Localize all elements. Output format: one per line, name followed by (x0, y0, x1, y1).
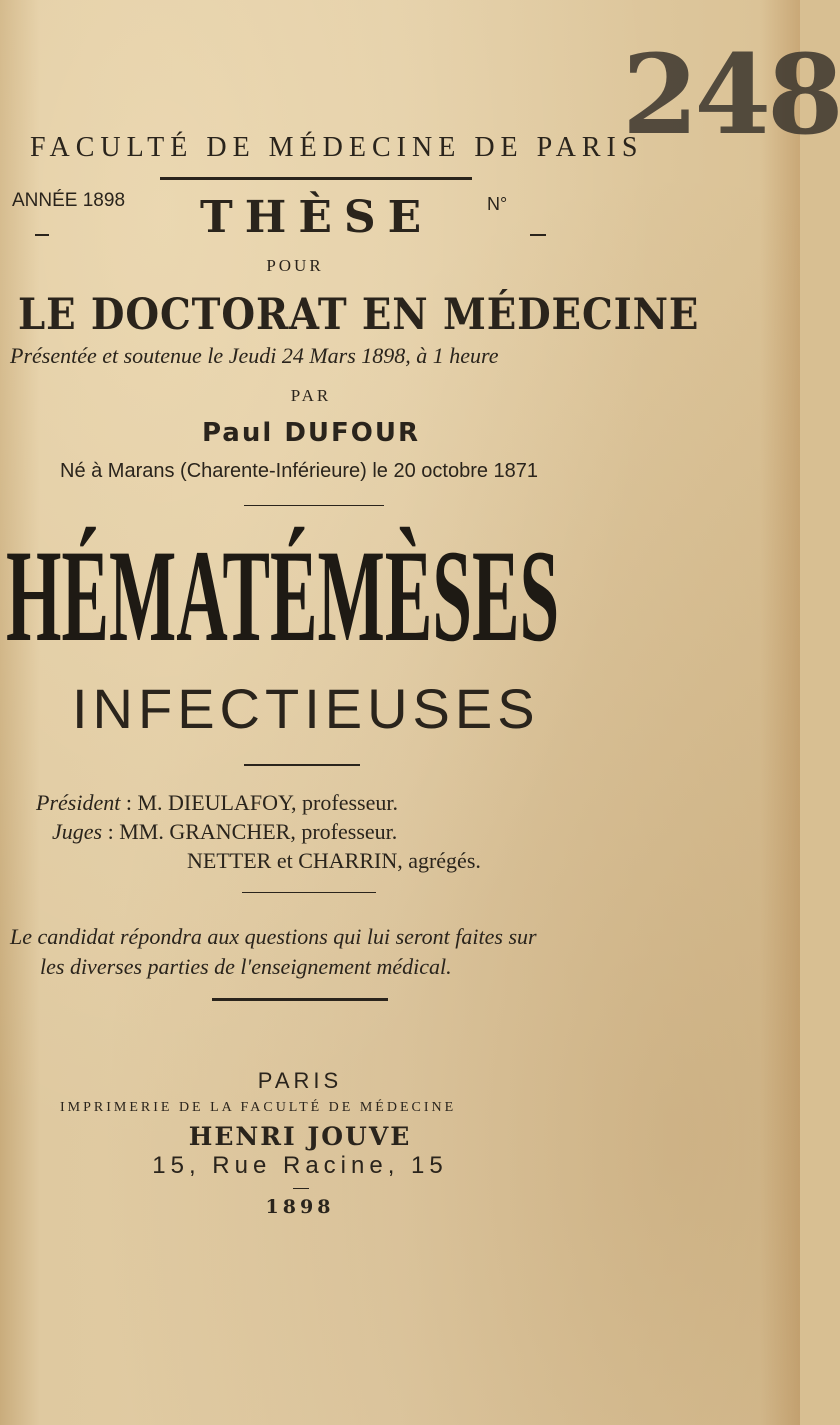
publication-year: 1898 (265, 1196, 335, 1218)
publisher-name: HENRI JOUVE (188, 1122, 412, 1151)
jury (36, 788, 481, 875)
juges-label: Juges (52, 819, 103, 844)
president-value: : M. DIEULAFOY, professeur. (125, 790, 398, 815)
divider (244, 764, 360, 766)
divider (212, 998, 388, 1001)
thesis-title-line1: HÉMATÉMÈSES (6, 522, 560, 669)
annee: ANNÉE 1898 (12, 190, 126, 211)
divider (160, 177, 472, 180)
publisher-address: 15, Rue Racine, 15 (152, 1152, 448, 1179)
president-label: Président (36, 790, 121, 815)
jury-juges (36, 817, 481, 846)
juges-value: : MM. GRANCHER, professeur. (107, 819, 398, 844)
par: PAR (290, 386, 332, 405)
author-name: Paul DUFOUR (201, 418, 421, 448)
notice-line1: Le candidat répondra aux questions qui lui seront faites sur (10, 924, 537, 949)
notice-line2: les diverses parties de l'enseignement médical. (40, 954, 452, 979)
thesis-title-line2: INFECTIEUSES (72, 677, 540, 740)
divider (242, 892, 376, 893)
degree-title: LE DOCTORAT EN MÉDECINE (18, 290, 700, 340)
publisher-imprimerie: IMPRIMERIE DE LA FACULTÉ DE MÉDECINE (60, 1100, 457, 1115)
divider (293, 1188, 309, 1189)
these-title: THÈSE (200, 192, 434, 243)
pour: POUR (266, 256, 324, 275)
divider (35, 234, 49, 236)
candidate-notice (10, 922, 537, 982)
divider (530, 234, 546, 236)
divider (244, 505, 384, 506)
author-birth: Né à Marans (Charente-Inférieure) le 20 octobre 1871 (60, 460, 539, 482)
stamp-number: 248 (622, 30, 840, 159)
publisher-city: PARIS (257, 1068, 343, 1093)
numero: N° (487, 194, 508, 214)
presentation-line: Présentée et soutenue le Jeudi 24 Mars 1898, à 1 heure (10, 343, 499, 368)
jury-president (36, 788, 481, 817)
faculty-heading: FACULTÉ DE MÉDECINE DE PARIS (30, 132, 644, 163)
jury-juges-2: NETTER et CHARRIN, agrégés. (187, 848, 481, 873)
